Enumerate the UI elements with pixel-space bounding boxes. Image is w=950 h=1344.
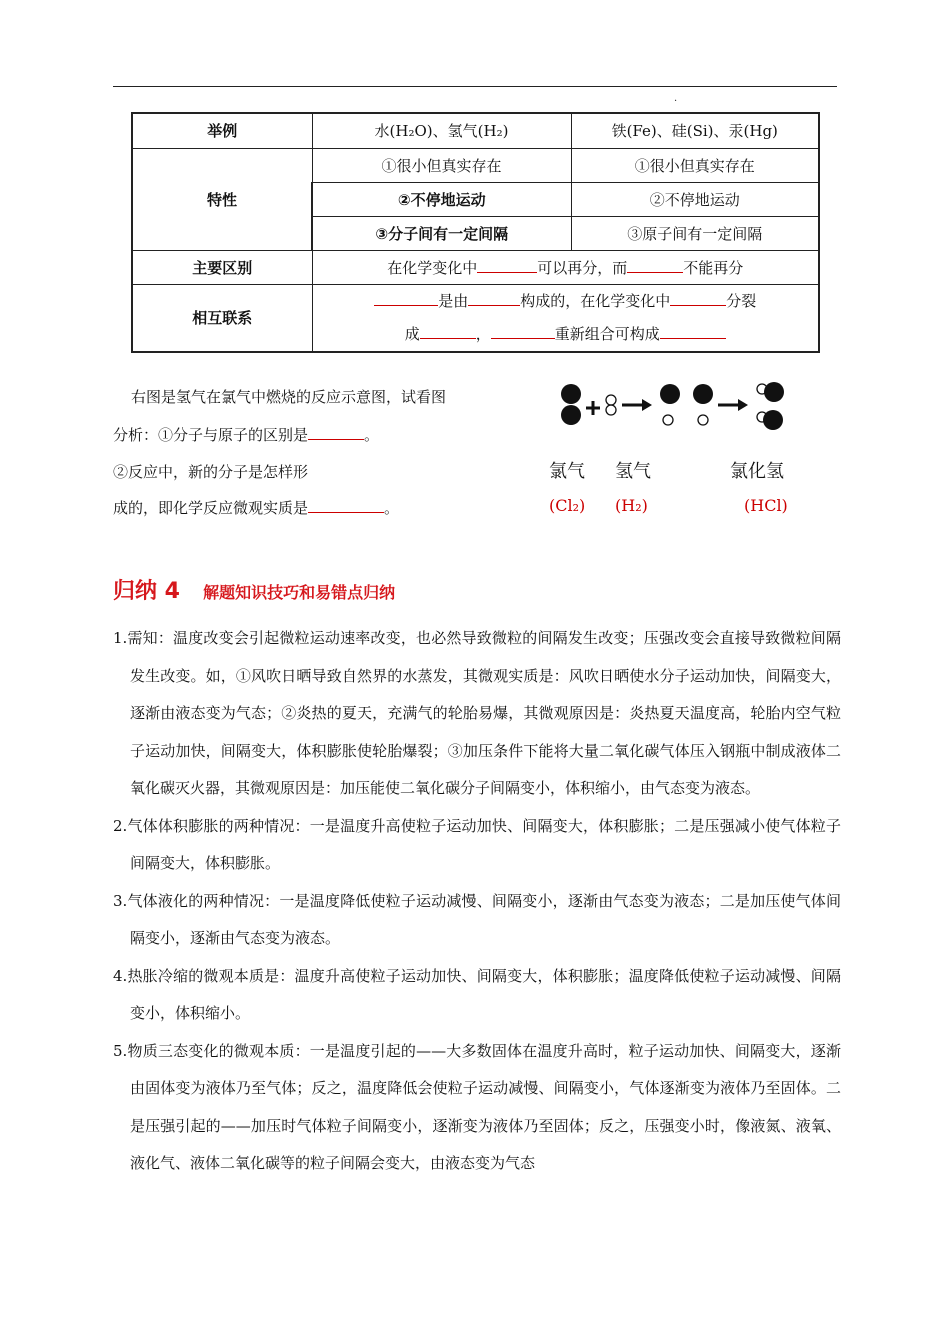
- list-item: 3.气体液化的两种情况：一是温度降低使粒子运动减慢、间隔变小，逐渐由气态变为液态；二是加压使气体间隔变小，逐渐由气态变为液态。: [113, 891, 841, 947]
- table-cell: ①很小但真实存在: [571, 148, 819, 182]
- list-item: 4.热胀冷缩的微观本质是：温度升高使粒子运动加快、间隔变大，体积膨胀；温度降低使粒子运动减慢、间隔变小，体积缩小。: [113, 966, 841, 1022]
- answer-blank[interactable]: [468, 291, 520, 306]
- molecule-atom-table: [131, 112, 820, 353]
- answer-blank[interactable]: [627, 258, 683, 273]
- cell-text: ，: [475, 324, 491, 343]
- chlorine-atom: [764, 382, 784, 402]
- analysis-text: 。: [364, 426, 380, 444]
- arrow-head-icon: [738, 399, 748, 411]
- header-dot: ·: [674, 96, 678, 107]
- cell-text: 分裂: [726, 291, 757, 310]
- formula-cl2: (Cl₂): [549, 496, 586, 515]
- analysis-text: 成的，即化学反应微观实质是: [113, 499, 309, 517]
- section-title: 解题知识技巧和易错点归纳: [203, 583, 396, 602]
- row-label: 举例: [132, 113, 312, 148]
- cell-text: 重新组合可构成: [554, 324, 660, 343]
- answer-blank[interactable]: [308, 498, 384, 513]
- list-item: 2.气体体积膨胀的两种情况：一是温度升高使粒子运动加快、间隔变大，体积膨胀；二是压强减小使气体粒子间隔变大，体积膨胀。: [113, 816, 841, 872]
- analysis-text: 分析：①分子与原子的区别是: [113, 426, 309, 444]
- chlorine-atom: [561, 405, 581, 425]
- row-label: 相互联系: [132, 284, 312, 352]
- analysis-line: [113, 497, 399, 518]
- table-cell: ③原子间有一定间隔: [571, 216, 819, 250]
- formula-hcl: (HCl): [744, 496, 788, 515]
- table-cell: ③分子间有一定间隔: [312, 216, 571, 250]
- answer-blank[interactable]: [660, 324, 726, 339]
- chlorine-atom: [660, 384, 680, 404]
- row-label: 特性: [132, 148, 312, 250]
- table-cell: ②不停地运动: [312, 182, 571, 216]
- label-chlorine: 氯气: [549, 461, 585, 482]
- analysis-line: [113, 424, 379, 445]
- table-cell: ②不停地运动: [571, 182, 819, 216]
- chlorine-atom: [693, 384, 713, 404]
- reaction-diagram: [540, 374, 800, 524]
- label-hydrogen-chloride: 氯化氢: [730, 461, 784, 482]
- cell-text: 成: [404, 324, 420, 343]
- table-row: [132, 250, 819, 284]
- chlorine-atom: [763, 410, 783, 430]
- header-rule: [113, 86, 837, 87]
- cell-text: 可以再分，而: [537, 258, 628, 277]
- cell-text: 构成的，在化学变化中: [520, 291, 671, 310]
- answer-blank[interactable]: [491, 324, 555, 339]
- hydrogen-atom: [606, 395, 616, 405]
- section-number: 归纳 4: [113, 579, 180, 604]
- answer-blank[interactable]: [374, 291, 438, 306]
- formula-h2: (H₂): [615, 496, 648, 515]
- plus-icon: [586, 401, 600, 415]
- list-item: 1.需知：温度改变会引起微粒运动速率改变，也必然导致微粒的间隔发生改变；压强改变会直接导致微粒间隔发生改变。如，①风吹日晒导致自然界的水蒸发，其微观实质是：风吹日晒使水分子运动加快，间隔变大，逐渐由液态变为气态；②炎热的夏天，充满气的轮胎易爆，其微观原因是：炎热夏天温度高，轮胎内空气粒子运动加快，间隔变大，体积膨胀使轮胎爆裂；③加压条件下能将大量二氧化碳气体压入钢瓶中制成液体二氧化碳灭火器，其微观原因是：加压能使二氧化碳分子间隔变小，体积缩小，由气态变为液态。: [113, 629, 841, 797]
- list-item: 5.物质三态变化的微观本质：一是温度引起的——大多数固体在温度升高时，粒子运动加快、间隔变大，逐渐由固体变为液体乃至气体；反之，温度降低会使粒子运动减慢、间隔变小，气体逐渐变为液体乃至固体。二是压强引起的——加压时气体粒子间隔变小，逐渐变为液体乃至固体；反之，压强变小时，像液氮、液氧、液化气、液体二氧化碳等的粒子间隔会变大，由液态变为气态: [113, 1041, 841, 1172]
- table-row: [132, 284, 819, 352]
- hydrogen-atom: [698, 415, 708, 425]
- row-label: 主要区别: [132, 250, 312, 284]
- table-row: [132, 148, 819, 182]
- section-heading: [113, 574, 395, 605]
- analysis-line: ②反应中，新的分子是怎样形: [113, 463, 309, 481]
- cell-text: 不能再分: [683, 258, 744, 277]
- cell-line: [317, 285, 815, 318]
- analysis-text: 。: [384, 499, 400, 517]
- answer-blank[interactable]: [670, 291, 726, 306]
- table-cell: 水(H₂O)、氢气(H₂): [312, 113, 571, 148]
- label-hydrogen: 氢气: [615, 461, 651, 482]
- arrow-head-icon: [642, 399, 652, 411]
- cell-text: 在化学变化中: [387, 258, 478, 277]
- analysis-line: 右图是氢气在氯气中燃烧的反应示意图，试看图: [131, 388, 447, 406]
- table-cell: ①很小但真实存在: [312, 148, 571, 182]
- hydrogen-atom: [606, 405, 616, 415]
- hydrogen-atom: [663, 415, 673, 425]
- chlorine-atom: [561, 384, 581, 404]
- tips-list: [113, 620, 841, 1183]
- answer-blank[interactable]: [477, 258, 537, 273]
- table-cell: 铁(Fe)、硅(Si)、汞(Hg): [571, 113, 819, 148]
- cell-line: [317, 318, 815, 351]
- table-cell: [312, 284, 819, 352]
- table-cell: [312, 250, 819, 284]
- cell-text: 是由: [438, 291, 469, 310]
- table-row: [132, 113, 819, 148]
- answer-blank[interactable]: [308, 425, 364, 440]
- answer-blank[interactable]: [420, 324, 476, 339]
- reaction-figure: [540, 374, 800, 444]
